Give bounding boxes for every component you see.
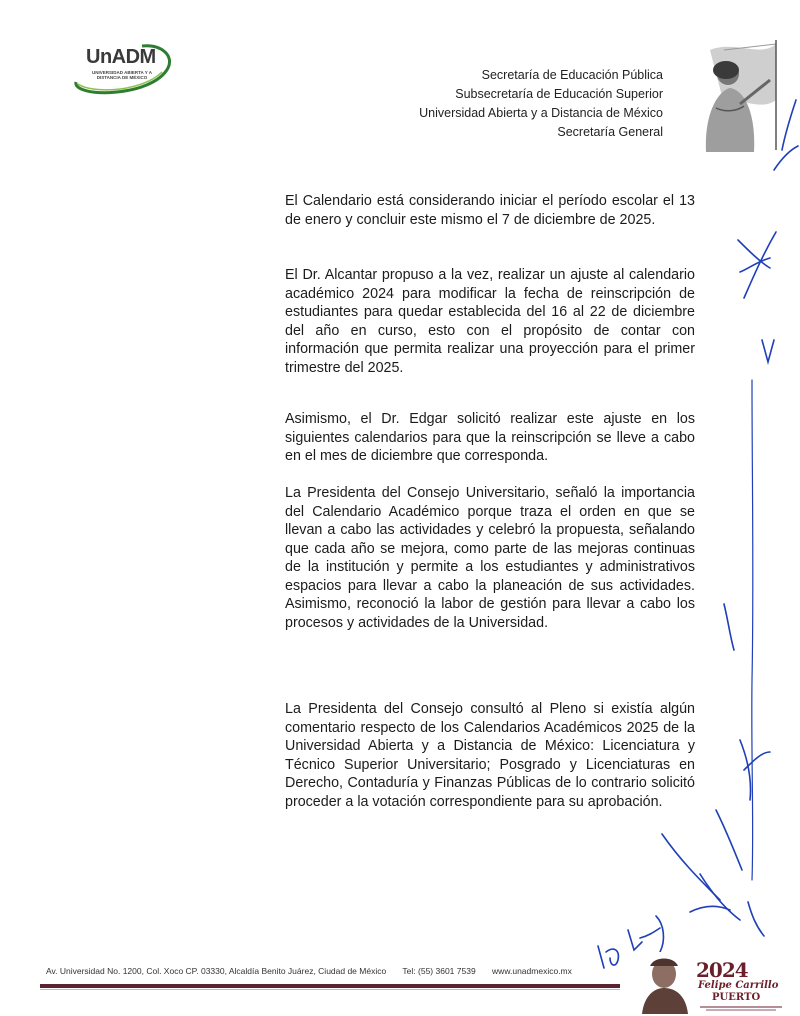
- banner-woman-flag-image: [680, 40, 780, 152]
- seal-name-puerto: PUERTO: [712, 992, 761, 1003]
- paragraph-calendar-dates: El Calendario está considerando iniciar el período escolar el 13 de enero y concluir este mismo el 7 de diciembre de 2025.: [285, 193, 695, 228]
- footer-website: www.unadmexico.mx: [492, 966, 572, 976]
- footer-phone: Tel: (55) 3601 7539: [402, 966, 476, 976]
- paragraph-alcantar-proposal: El Dr. Alcantar propuso a la vez, realizar un ajuste al calendario académico 2024 para modificar la fecha de reinscripción de estudiantes para quedar establecida del 16 al 22 de diciembre del año en curso, esto con el propósito de contar con información que permita realizar una proyección para el primer trimestre del 2025.: [285, 267, 695, 376]
- header-line-ses: Subsecretaría de Educación Superior: [455, 87, 663, 101]
- header-institution: [419, 66, 663, 142]
- header-line-secretaria: Secretaría General: [557, 125, 663, 139]
- seal-name: Felipe Carrillo: [698, 980, 779, 991]
- unadm-logo: [62, 38, 182, 100]
- footer-contact: [46, 966, 586, 976]
- portrait-icon: [636, 952, 690, 1014]
- logo-title: UnADM: [86, 46, 156, 68]
- header-line-sep: Secretaría de Educación Pública: [481, 68, 663, 82]
- year-seal: [636, 948, 796, 1014]
- logo-subtitle: UNIVERSIDAD ABIERTA Y A DISTANCIA DE MÉXICO: [91, 70, 152, 80]
- seal-year: 2024: [696, 958, 748, 982]
- paragraph-vote-consultation: La Presidenta del Consejo consultó al Pleno si existía algún comentario respecto de los Calendarios Académicos 2025 de la Universidad Abierta y a Distancia de México: Licenciatura y Técnico Superior Universitario; Posgrado y Licenciaturas en Derecho, Contaduría y Finanzas Públicas de lo contrario solicitó proceder a la votación correspondiente para su aprobación.: [285, 701, 695, 810]
- footer-divider: [40, 984, 620, 988]
- paragraph-presidenta-remarks: La Presidenta del Consejo Universitario, señaló la importancia del Calendario Académico porque traza el orden en que se llevan a cabo las actividades y celebró la propuesta, señalando que cada año se mejora, como parte de las mejoras continuas de la institución y permite a los estudiantes y administrativos espacios para llevar a cabo la planeación de sus actividades. Asimismo, reconoció la labor de gestión para llevar a cabo los procesos y actividades de la Universidad.: [285, 485, 695, 631]
- footer-divider-thin: [40, 989, 620, 990]
- seal-fine-print: [700, 1005, 782, 1011]
- header-line-unadm: Universidad Abierta y a Distancia de México: [419, 106, 663, 120]
- footer-address: Av. Universidad No. 1200, Col. Xoco CP. 03330, Alcaldía Benito Juárez, Ciudad de México: [46, 966, 387, 976]
- paragraph-edgar-request: Asimismo, el Dr. Edgar solicitó realizar este ajuste en los siguientes calendarios para que la reinscripción se lleve a cabo en el mes de diciembre que corresponda.: [285, 411, 695, 464]
